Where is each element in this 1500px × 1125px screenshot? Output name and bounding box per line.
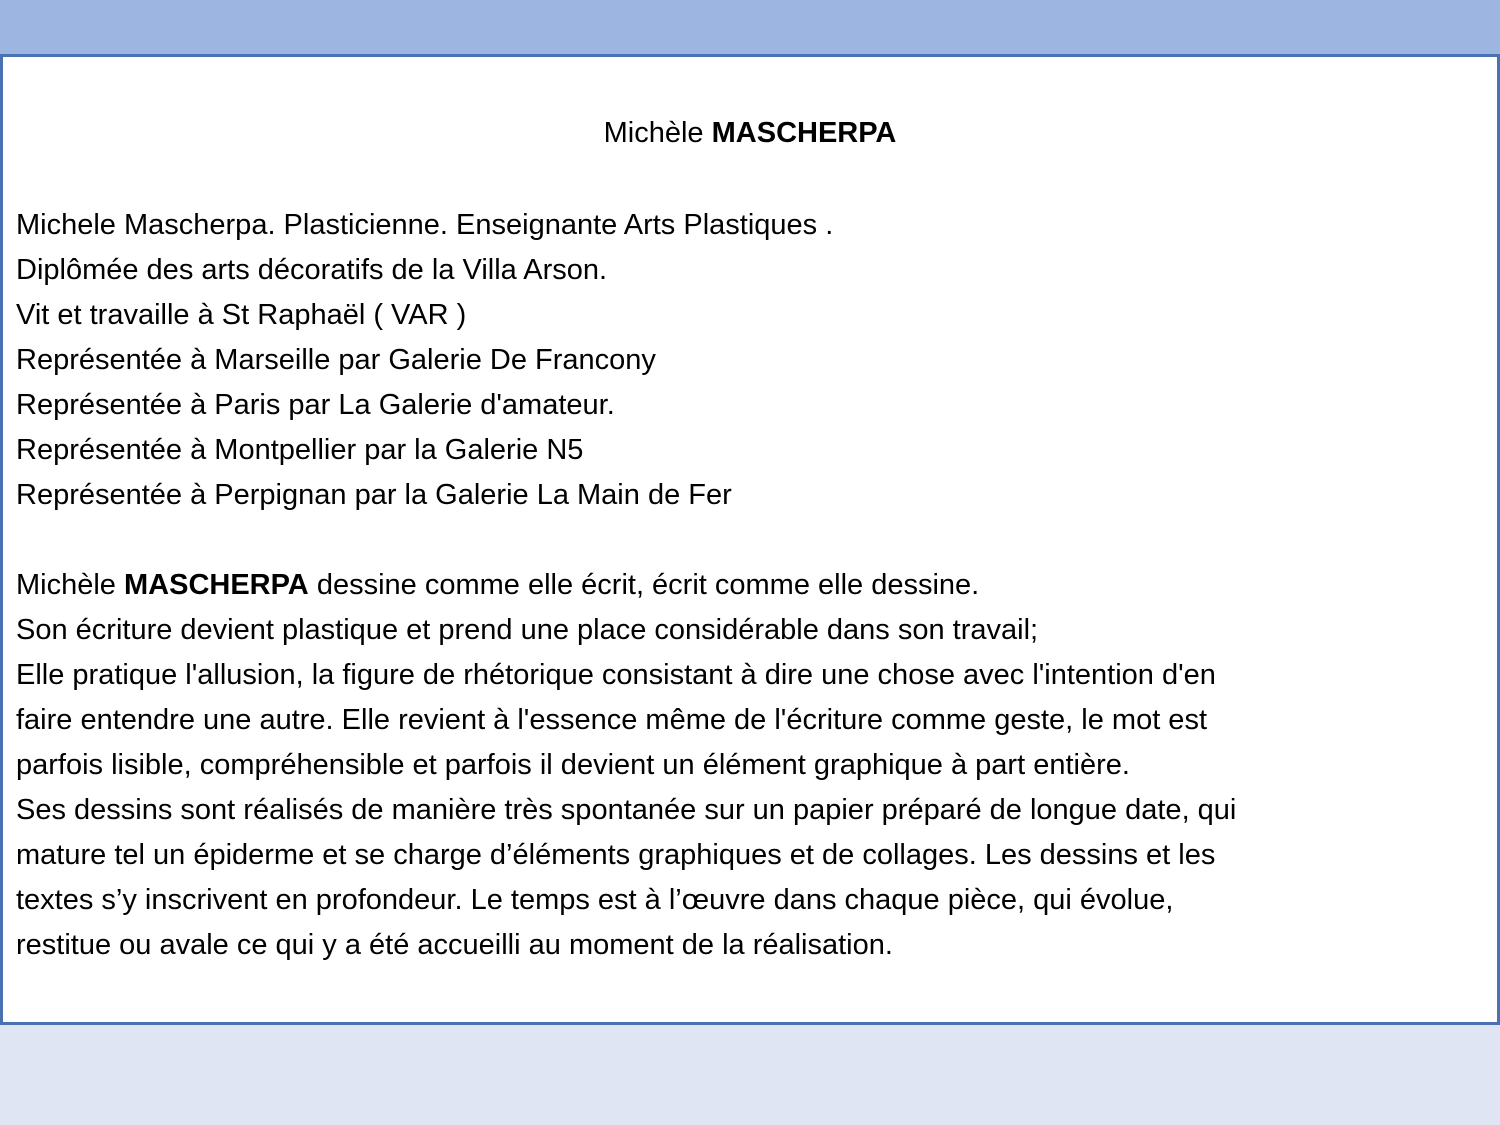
statement-first-name: Michèle xyxy=(16,569,116,601)
statement-line: faire entendre une autre. Elle revient à l'essence même de l'écriture comme geste, le mot est xyxy=(16,704,1207,736)
title-first-name: Michèle xyxy=(603,117,704,149)
bottom-band xyxy=(0,1025,1500,1125)
statement-intro-line xyxy=(16,563,1486,608)
slide-box xyxy=(0,54,1500,1025)
bio-line: Michele Mascherpa. Plasticienne. Enseignante Arts Plastiques . xyxy=(16,209,834,241)
statement-intro-rest: dessine comme elle écrit, écrit comme elle dessine. xyxy=(316,569,980,601)
title-last-name: MASCHERPA xyxy=(711,117,897,149)
statement-line: Elle pratique l'allusion, la figure de rhétorique consistant à dire une chose avec l'intention d'en xyxy=(16,659,1216,691)
bio-line: Représentée à Perpignan par la Galerie La Main de Fer xyxy=(16,479,732,511)
text-body xyxy=(16,203,1486,968)
statement-line: Son écriture devient plastique et prend une place considérable dans son travail; xyxy=(16,614,1039,646)
paragraph-gap xyxy=(16,518,1486,563)
bio-line: Représentée à Marseille par Galerie De Francony xyxy=(16,344,656,376)
top-band xyxy=(0,0,1500,55)
slide-title xyxy=(3,113,1497,153)
statement-line: restitue ou avale ce qui y a été accueilli au moment de la réalisation. xyxy=(16,929,893,961)
statement-line: Ses dessins sont réalisés de manière très spontanée sur un papier préparé de longue date, qui xyxy=(16,794,1237,826)
bio-line: Représentée à Montpellier par la Galerie N5 xyxy=(16,434,584,466)
statement-line: textes s’y inscrivent en profondeur. Le temps est à l’œuvre dans chaque pièce, qui évolue, xyxy=(16,884,1174,916)
statement-line: mature tel un épiderme et se charge d’éléments graphiques et de collages. Les dessins et les xyxy=(16,839,1216,871)
statement-line: parfois lisible, compréhensible et parfois il devient un élément graphique à part entière. xyxy=(16,749,1130,781)
bio-line: Diplômée des arts décoratifs de la Villa Arson. xyxy=(16,254,608,286)
bio-line: Vit et travaille à St Raphaël ( VAR ) xyxy=(16,299,467,331)
statement-last-name: MASCHERPA xyxy=(124,569,309,601)
bio-line: Représentée à Paris par La Galerie d'amateur. xyxy=(16,389,615,421)
